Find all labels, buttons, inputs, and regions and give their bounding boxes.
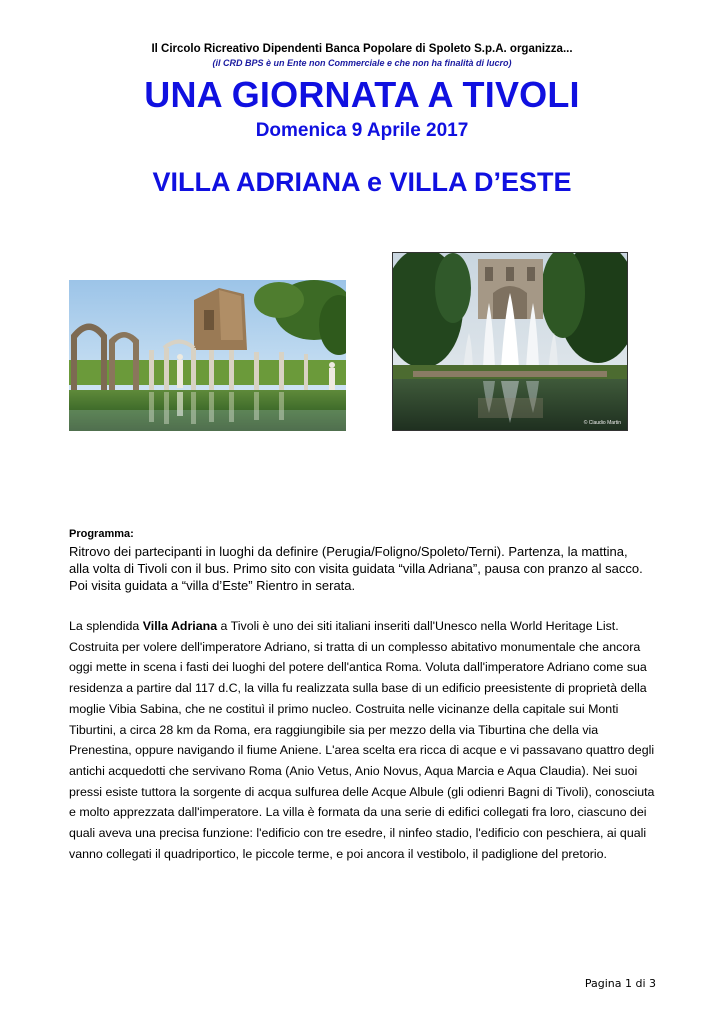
programma-text [69, 543, 659, 594]
page-title: UNA GIORNATA A TIVOLI [144, 74, 580, 115]
programma-line: alla volta di Tivoli con il bus. Primo sito con visita guidata “villa Adriana”, pausa con pranzo al sacco. [69, 561, 643, 576]
event-subtitle: VILLA ADRIANA e VILLA D’ESTE [152, 167, 572, 197]
photo-credit: © Claudio Martin [583, 420, 621, 426]
page-number: Pagina 1 di 3 [584, 977, 656, 990]
villa-este-photo [392, 252, 628, 431]
organizer-note: (il CRD BPS è un Ente non Commerciale e che non ha finalità di lucro) [212, 58, 512, 68]
description-body: a Tivoli è uno dei siti italiani inseriti dall'Unesco nella World Heritage List. Costruita per volere dell'imperatore Adriano, si tratta di un complesso abitativo monumentale che ancora oggi mette in scena i fasti dei luoghi del potere dell'antica Roma. Voluta dall'imperatore Adriano come sua residenza a partire dal 117 d.C, la villa fu realizzata sulla base di un edificio preesistente di proprietà della moglie Vibia Sabina, che ne costituì il primo nucleo. Costruita nelle vicinanze della capitale sui Monti Tiburtini, a circa 28 km da Roma, era raggiungibile sia per mezzo della via Tiburtina che della via Prenestina, oppure navigando il fiume Aniene. L'area scelta era ricca di acque e vi passavano quattro degli antichi acquedotti che servivano Roma (Anio Vetus, Anio Novus, Aqua Marcia e Aqua Claudia). Nei suoi pressi esiste tuttora la sorgente di acqua sulfurea delle Acque Albule (gli odienri Bagni di Tivoli), conosciuta e molto apprezzata dall'imperatore. La villa è formata da una serie di edifici collegati fra loro, ciascuno dei quali aveva una precisa funzione: l'edificio con tre esedre, il ninfeo stadio, l'edificio con peschiera, ai quali vanno collegati il quadriportico, le piccole terme, e poi ancora il vestibolo, il padiglione del pretorio. [69, 619, 655, 861]
programma-line: Ritrovo dei partecipanti in luoghi da definire (Perugia/Foligno/Spoleto/Terni). Partenza, la mattina, [69, 544, 628, 559]
organizer-line: Il Circolo Ricreativo Dipendenti Banca Popolare di Spoleto S.p.A. organizza... [151, 43, 573, 55]
description-intro: La splendida [69, 619, 143, 633]
villa-adriana-photo [69, 280, 346, 431]
description-highlight: Villa Adriana [142, 619, 218, 633]
programma-line: Poi visita guidata a “villa d’Este” Rientro in serata. [69, 578, 356, 593]
villa-adriana-description [69, 616, 659, 864]
programma-label: Programma: [69, 528, 134, 540]
event-date: Domenica 9 Aprile 2017 [255, 120, 469, 141]
